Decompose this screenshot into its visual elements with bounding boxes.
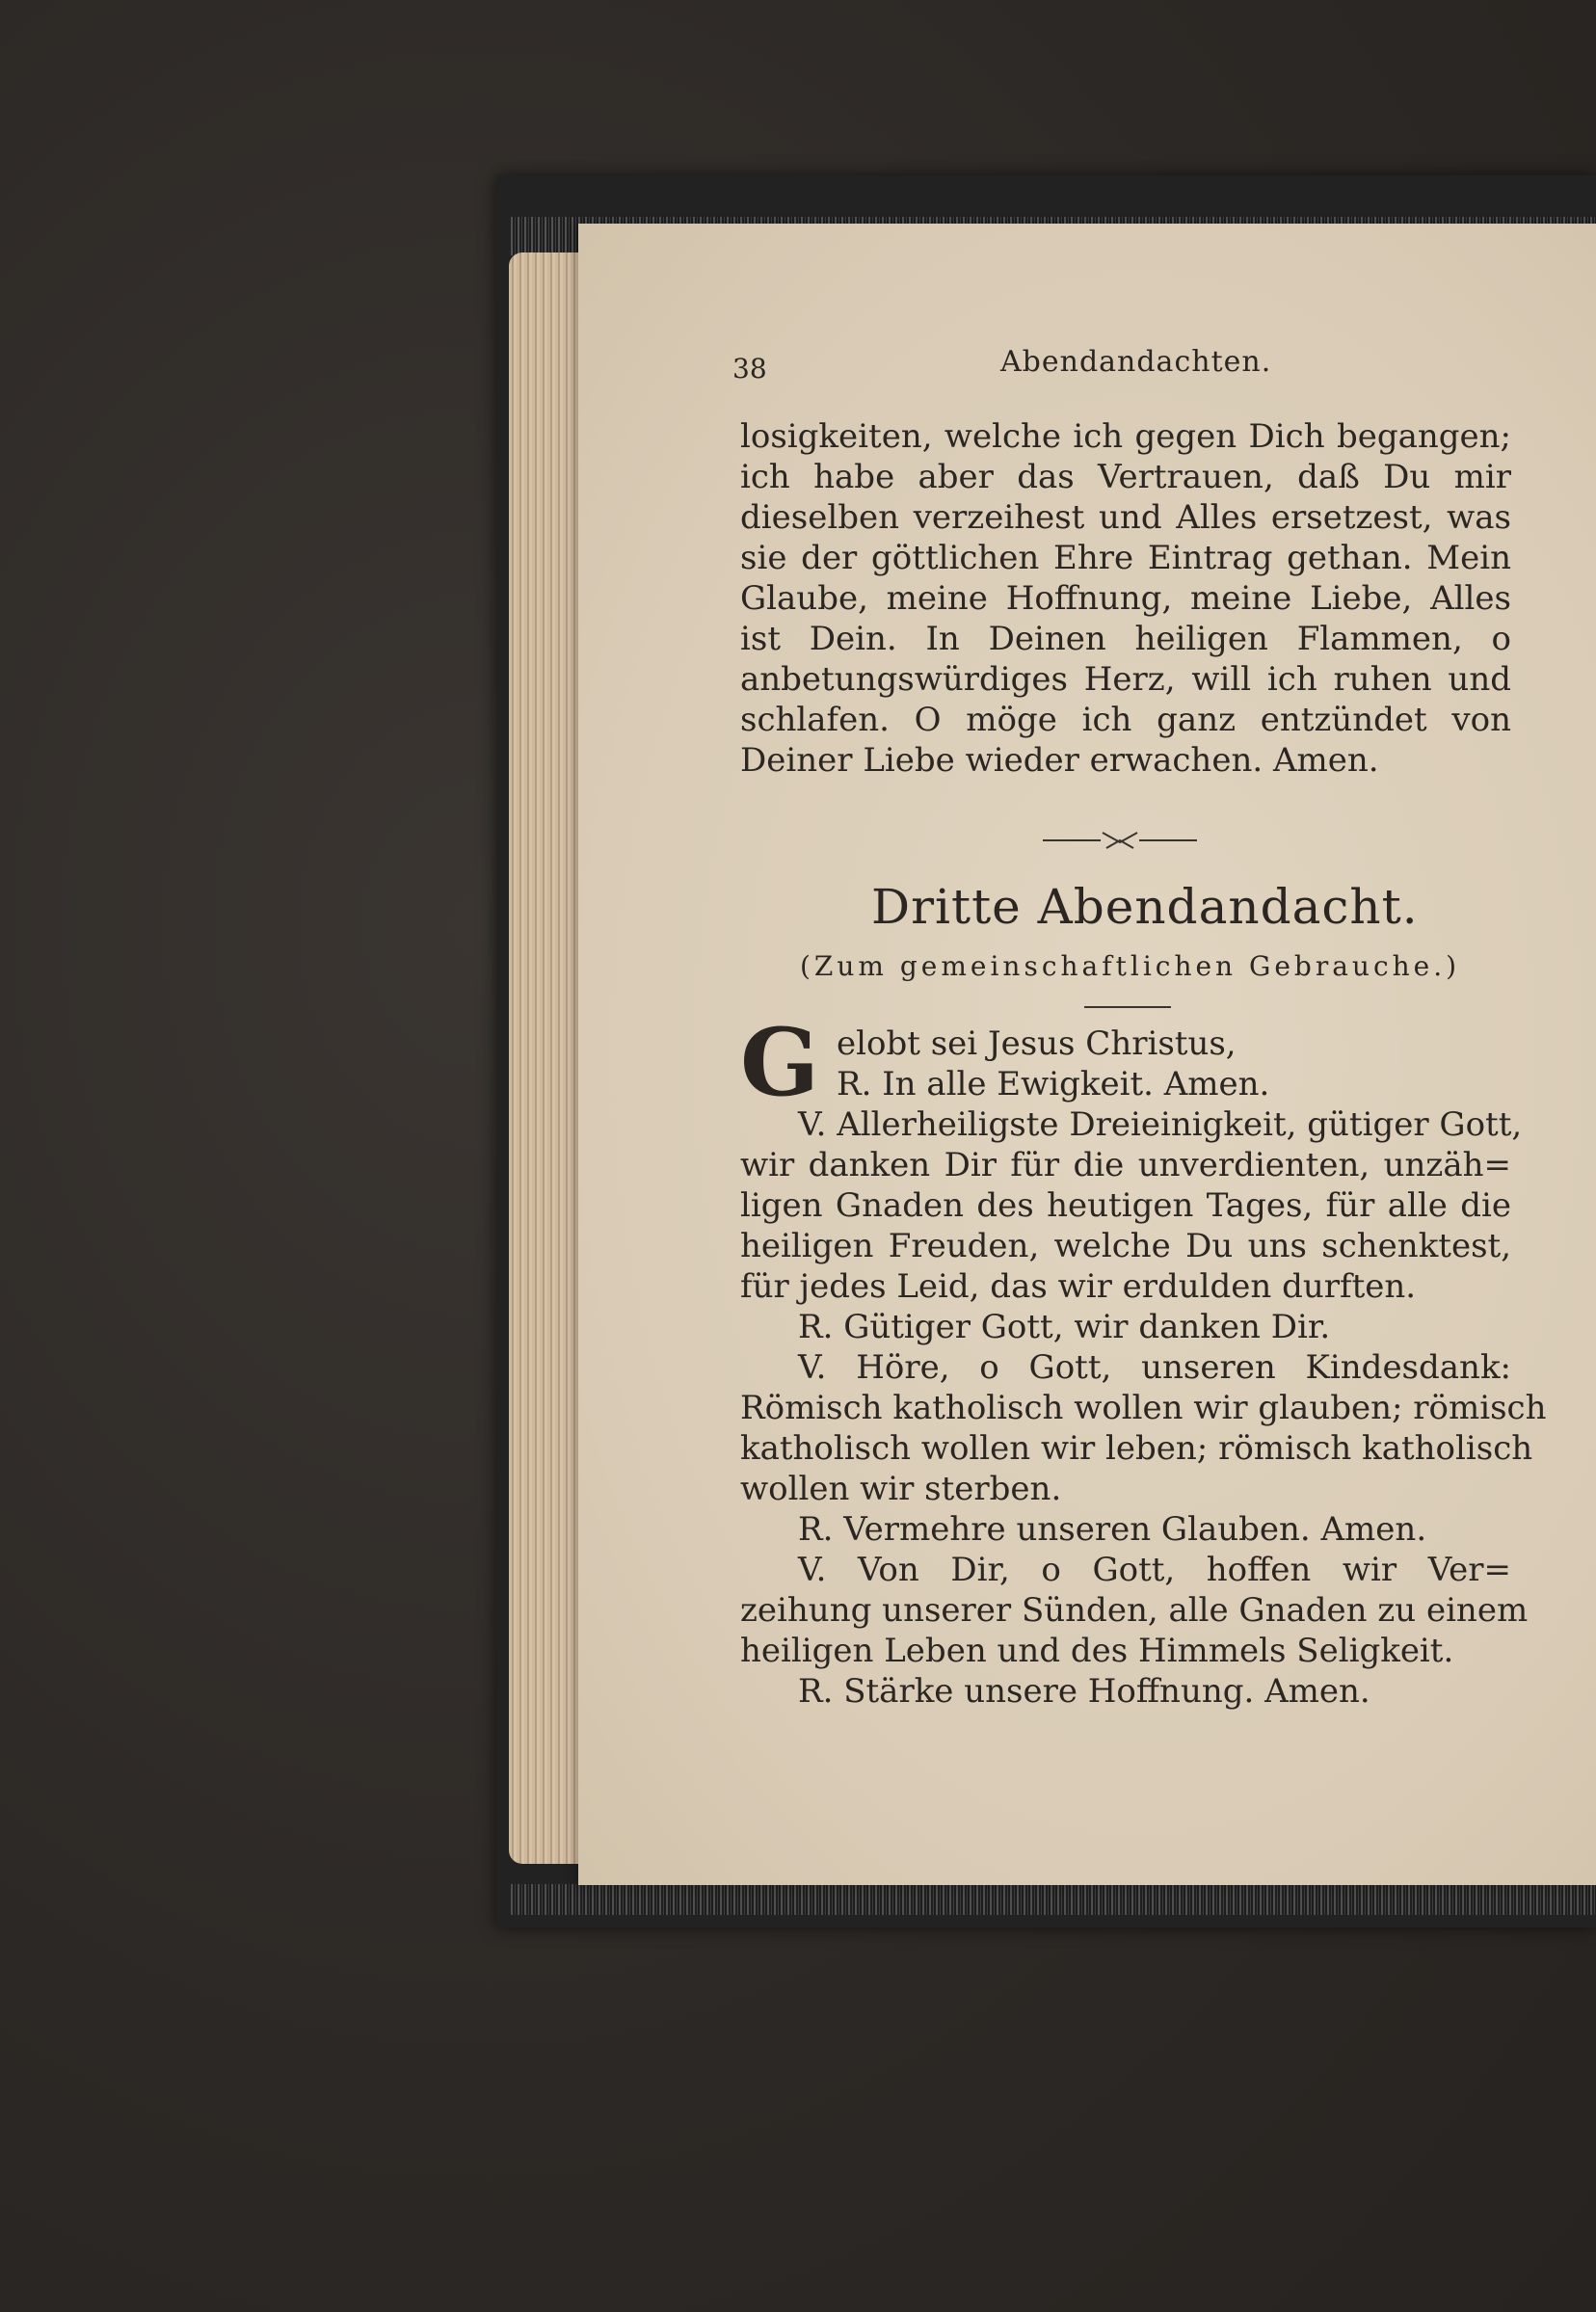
text-line: Römisch katholisch wollen wir glauben; römisch [740, 1389, 1547, 1427]
text-line: katholisch wollen wir leben; römisch katholisch [740, 1429, 1533, 1468]
section-title: Dritte Abendandacht. [871, 879, 1419, 935]
short-rule [1084, 1006, 1171, 1008]
text-line: schlafen. O möge ich ganz entzündet von [740, 701, 1511, 739]
text-line: dieselben verzeihest und Alles ersetzest, was [740, 498, 1511, 537]
section-body [740, 1023, 1547, 1712]
text-line: losigkeiten, welche ich gegen Dich begangen; [740, 417, 1511, 456]
text-line: elobt sei Jesus Christus, [837, 1024, 1237, 1063]
text-line: Deiner Liebe wieder erwachen. Amen. [740, 741, 1379, 780]
text-line: ist Dein. In Deinen heiligen Flammen, o [740, 620, 1511, 658]
text-line: wir danken Dir für die unverdienten, unzäh= [740, 1146, 1511, 1184]
text-line: heiligen Leben und des Himmels Seligkeit. [740, 1632, 1454, 1670]
text-line: R. Gütiger Gott, wir danken Dir. [798, 1308, 1331, 1346]
cover-cloth-texture-bottom [511, 1884, 1596, 1915]
text-line: zeihung unserer Sünden, alle Gnaden zu einem [740, 1591, 1529, 1630]
text-line: anbetungswürdiges Herz, will ich ruhen und [740, 660, 1511, 699]
ornament-divider-icon [1043, 829, 1197, 852]
text-line: V. Höre, o Gott, unseren Kindesdank: [798, 1348, 1511, 1387]
continuation-paragraph [740, 416, 1511, 781]
text-line: ich habe aber das Vertrauen, daß Du mir [740, 458, 1511, 496]
running-head: Abendandachten. [1000, 345, 1272, 379]
text-line: sie der göttlichen Ehre Eintrag gethan. Mein [740, 539, 1511, 577]
text-line: V. Von Dir, o Gott, hoffen wir Ver= [798, 1551, 1511, 1589]
page-number: 38 [732, 353, 767, 385]
text-line: R. Stärke unsere Hoffnung. Amen. [798, 1672, 1370, 1711]
text-line: V. Allerheiligste Dreieinigkeit, gütiger Gott, [798, 1105, 1523, 1144]
text-line: Glaube, meine Hoffnung, meine Liebe, Alles [740, 579, 1511, 618]
text-line: für jedes Leid, das wir erdulden durften. [740, 1267, 1417, 1306]
text-line: ligen Gnaden des heutigen Tages, für alle die [740, 1186, 1511, 1225]
section-subtitle: (Zum gemeinschaftlichen Gebrauche.) [800, 950, 1461, 982]
text-line: R. Vermehre unseren Glauben. Amen. [798, 1510, 1427, 1549]
text-line: R. In alle Ewigkeit. Amen. [837, 1065, 1270, 1103]
text-line: heiligen Freuden, welche Du uns schenktest, [740, 1227, 1511, 1265]
drop-cap: G [740, 1008, 819, 1117]
text-line: wollen wir sterben. [740, 1470, 1062, 1508]
